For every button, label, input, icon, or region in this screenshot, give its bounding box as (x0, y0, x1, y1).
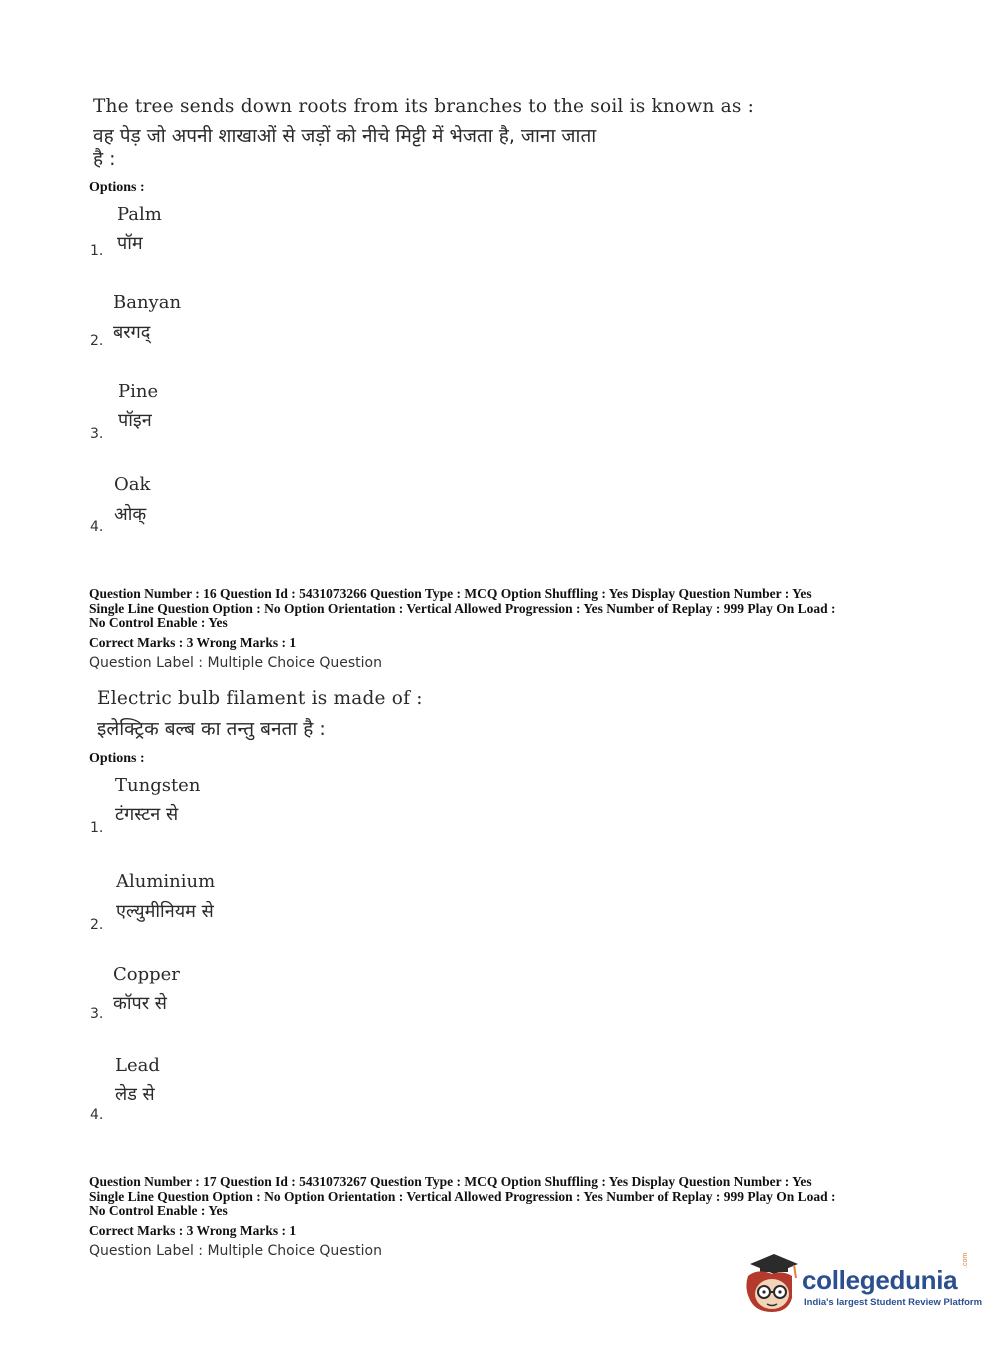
option-text-hi: पॉइन (118, 410, 152, 431)
brand-tagline: India's largest Student Review Platform (804, 1297, 983, 1308)
option-text-hi: एल्युमीनियम से (116, 901, 214, 922)
q17-meta-line1: Question Number : 17 Question Id : 5431073267 Question Type : MCQ Option Shuffling : Yes Display Question Number : Yes (89, 1174, 812, 1189)
q15-options-label: Options : (89, 180, 145, 195)
option-text-en: Copper (113, 964, 180, 985)
option-text-en: Oak (114, 474, 151, 495)
option-text-hi: टंगस्टन से (115, 804, 179, 825)
option-number: 2. (90, 333, 104, 349)
option-number: 4. (90, 519, 104, 535)
q16-text-en: Electric bulb filament is made of : (97, 688, 423, 709)
option-text-hi: बरगद् (113, 322, 151, 343)
collegedunia-logo[interactable] (742, 1252, 983, 1316)
brand-name: collegedunia (802, 1265, 958, 1295)
option-number: 3. (90, 426, 104, 442)
q17-question-label: Question Label : Multiple Choice Question (89, 1243, 382, 1259)
q16-meta-line1: Question Number : 16 Question Id : 5431073266 Question Type : MCQ Option Shuffling : Yes Display Question Number : Yes (89, 586, 812, 601)
option-text-en: Tungsten (115, 775, 201, 796)
q17-meta-line2: Single Line Question Option : No Option Orientation : Vertical Allowed Progression : Yes Number of Replay : 999 Play On Load : (89, 1189, 836, 1204)
q17-marks: Correct Marks : 3 Wrong Marks : 1 (89, 1223, 297, 1238)
option-number: 2. (90, 917, 104, 933)
option-number: 3. (90, 1006, 104, 1022)
q16-text-hi: इलेक्ट्रिक बल्ब का तन्तु बनता है : (97, 718, 326, 740)
option-text-en: Banyan (113, 292, 182, 313)
option-text-en: Palm (117, 204, 162, 225)
option-text-hi: ओक् (114, 504, 147, 525)
brand-domain: .com (962, 1252, 969, 1268)
option-number: 1. (90, 820, 104, 836)
option-number: 4. (90, 1107, 104, 1123)
option-text-hi: लेड से (115, 1084, 155, 1105)
mascot-icon (742, 1252, 798, 1314)
q16-meta-line2: Single Line Question Option : No Option Orientation : Vertical Allowed Progression : Yes Number of Replay : 999 Play On Load : (89, 601, 836, 616)
q15-text-hi-line1: वह पेड़ जो अपनी शाखाओं से जड़ों को नीचे मिट्टी में भेजता है, जाना जाता (93, 125, 597, 147)
q16-question-label: Question Label : Multiple Choice Question (89, 655, 382, 671)
option-text-en: Aluminium (116, 871, 216, 892)
option-text-en: Lead (115, 1055, 160, 1076)
option-text-hi: पॉम (117, 233, 143, 254)
q16-options-label: Options : (89, 751, 145, 766)
option-text-hi: कॉपर से (113, 993, 167, 1014)
q15-text-hi-line2: है : (93, 148, 116, 170)
option-number: 1. (90, 243, 104, 259)
q16-meta-line3: No Control Enable : Yes (89, 615, 228, 630)
q15-text-en: The tree sends down roots from its branches to the soil is known as : (93, 96, 755, 117)
q17-meta-line3: No Control Enable : Yes (89, 1203, 228, 1218)
q16-marks: Correct Marks : 3 Wrong Marks : 1 (89, 635, 297, 650)
option-text-en: Pine (118, 381, 159, 402)
